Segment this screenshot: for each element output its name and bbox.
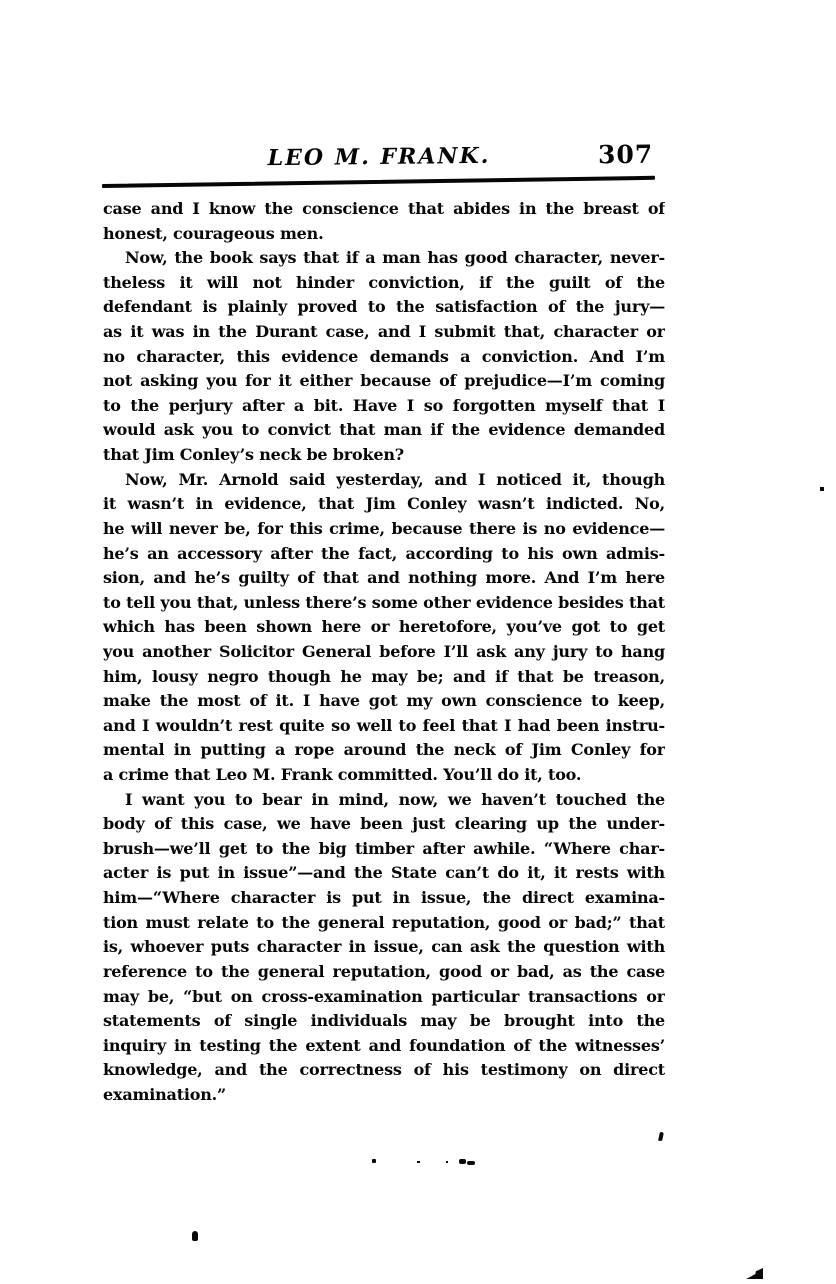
text-line: statements of single individuals may be brought into the [103,1011,665,1031]
text-line: acter is put in issue”—and the State can’t do it, it rests with [103,863,665,883]
text-line: Now, Mr. Arnold said yesterday, and I noticed it, though [125,469,665,489]
scan-speck [446,1161,448,1163]
paragraph [103,197,665,246]
text-line: body of this case, we have been just clearing up the under- [103,814,665,834]
paragraph [103,788,665,1108]
text-line: as it was in the Durant case, and I submit that, character or [103,322,665,342]
page-header-title: LEO M. FRANK. [267,142,491,172]
text-line: which has been shown here or heretofore, you’ve got to get [103,617,665,637]
paragraph [103,468,665,788]
scan-speck [417,1161,420,1163]
text-line: may be, “but on cross-examination particular transactions or [103,986,665,1006]
scan-speck [459,1159,466,1164]
text-line: make the most of it. I have got my own conscience to keep, [103,691,665,711]
scan-speck [658,1132,664,1142]
text-line: he will never be, for this crime, because there is no evidence— [103,518,665,538]
running-head [103,139,655,176]
text-line: honest, courageous men. [103,223,324,243]
text-line: sion, and he’s guilty of that and nothing more. And I’m here [103,568,665,588]
text-line: reference to the general reputation, good or bad, as the case [103,961,665,981]
text-line: he’s an accessory after the fact, according to his own admis- [103,543,665,563]
text-line: I want you to bear in mind, now, we haven’t touched the [125,789,665,809]
text-line: that Jim Conley’s neck be broken? [103,445,404,465]
text-line: him, lousy negro though he may be; and if that be treason, [103,666,665,686]
text-line: not asking you for it either because of prejudice—I’m coming [103,371,665,391]
text-line: to the perjury after a bit. Have I so forgotten myself that I [103,395,665,415]
text-line: inquiry in testing the extent and foundation of the witnesses’ [103,1035,665,1055]
page-number: 307 [597,139,654,170]
text-line: theless it will not hinder conviction, if the guilt of the [103,272,665,292]
text-line: examination.” [103,1084,227,1104]
scan-speck [467,1161,475,1165]
body-text [103,197,665,1108]
header-rule [102,176,655,188]
text-line: is, whoever puts character in issue, can ask the question with [103,937,665,957]
text-line: would ask you to convict that man if the evidence demanded [103,420,665,440]
text-line: tion must relate to the general reputation, good or bad;” that [103,912,665,932]
scan-corner-artifact [746,1268,763,1279]
text-line: a crime that Leo M. Frank committed. You’ll do it, too. [103,765,582,785]
text-line: defendant is plainly proved to the satisfaction of the jury— [103,297,665,317]
paragraph [103,246,665,467]
text-line: and I wouldn’t rest quite so well to feel that I had been instru- [103,715,665,735]
scan-speck [372,1159,376,1163]
text-line: him—“Where character is put in issue, the direct examina- [103,888,665,908]
text-line: it wasn’t in evidence, that Jim Conley wasn’t indicted. No, [103,494,665,514]
text-line: no character, this evidence demands a conviction. And I’m [103,346,665,366]
text-line: Now, the book says that if a man has good character, never- [125,248,665,268]
scan-speck [192,1231,198,1241]
text-line: knowledge, and the correctness of his testimony on direct [103,1060,665,1080]
text-line: case and I know the conscience that abides in the breast of [103,199,665,218]
text-line: brush—we’ll get to the big timber after awhile. “Where char- [103,838,665,858]
text-line: to tell you that, unless there’s some other evidence besides that [103,592,665,612]
scan-speck [820,487,824,491]
text-line: mental in putting a rope around the neck of Jim Conley for [103,740,665,760]
text-line: you another Solicitor General before I’ll ask any jury to hang [103,641,665,661]
